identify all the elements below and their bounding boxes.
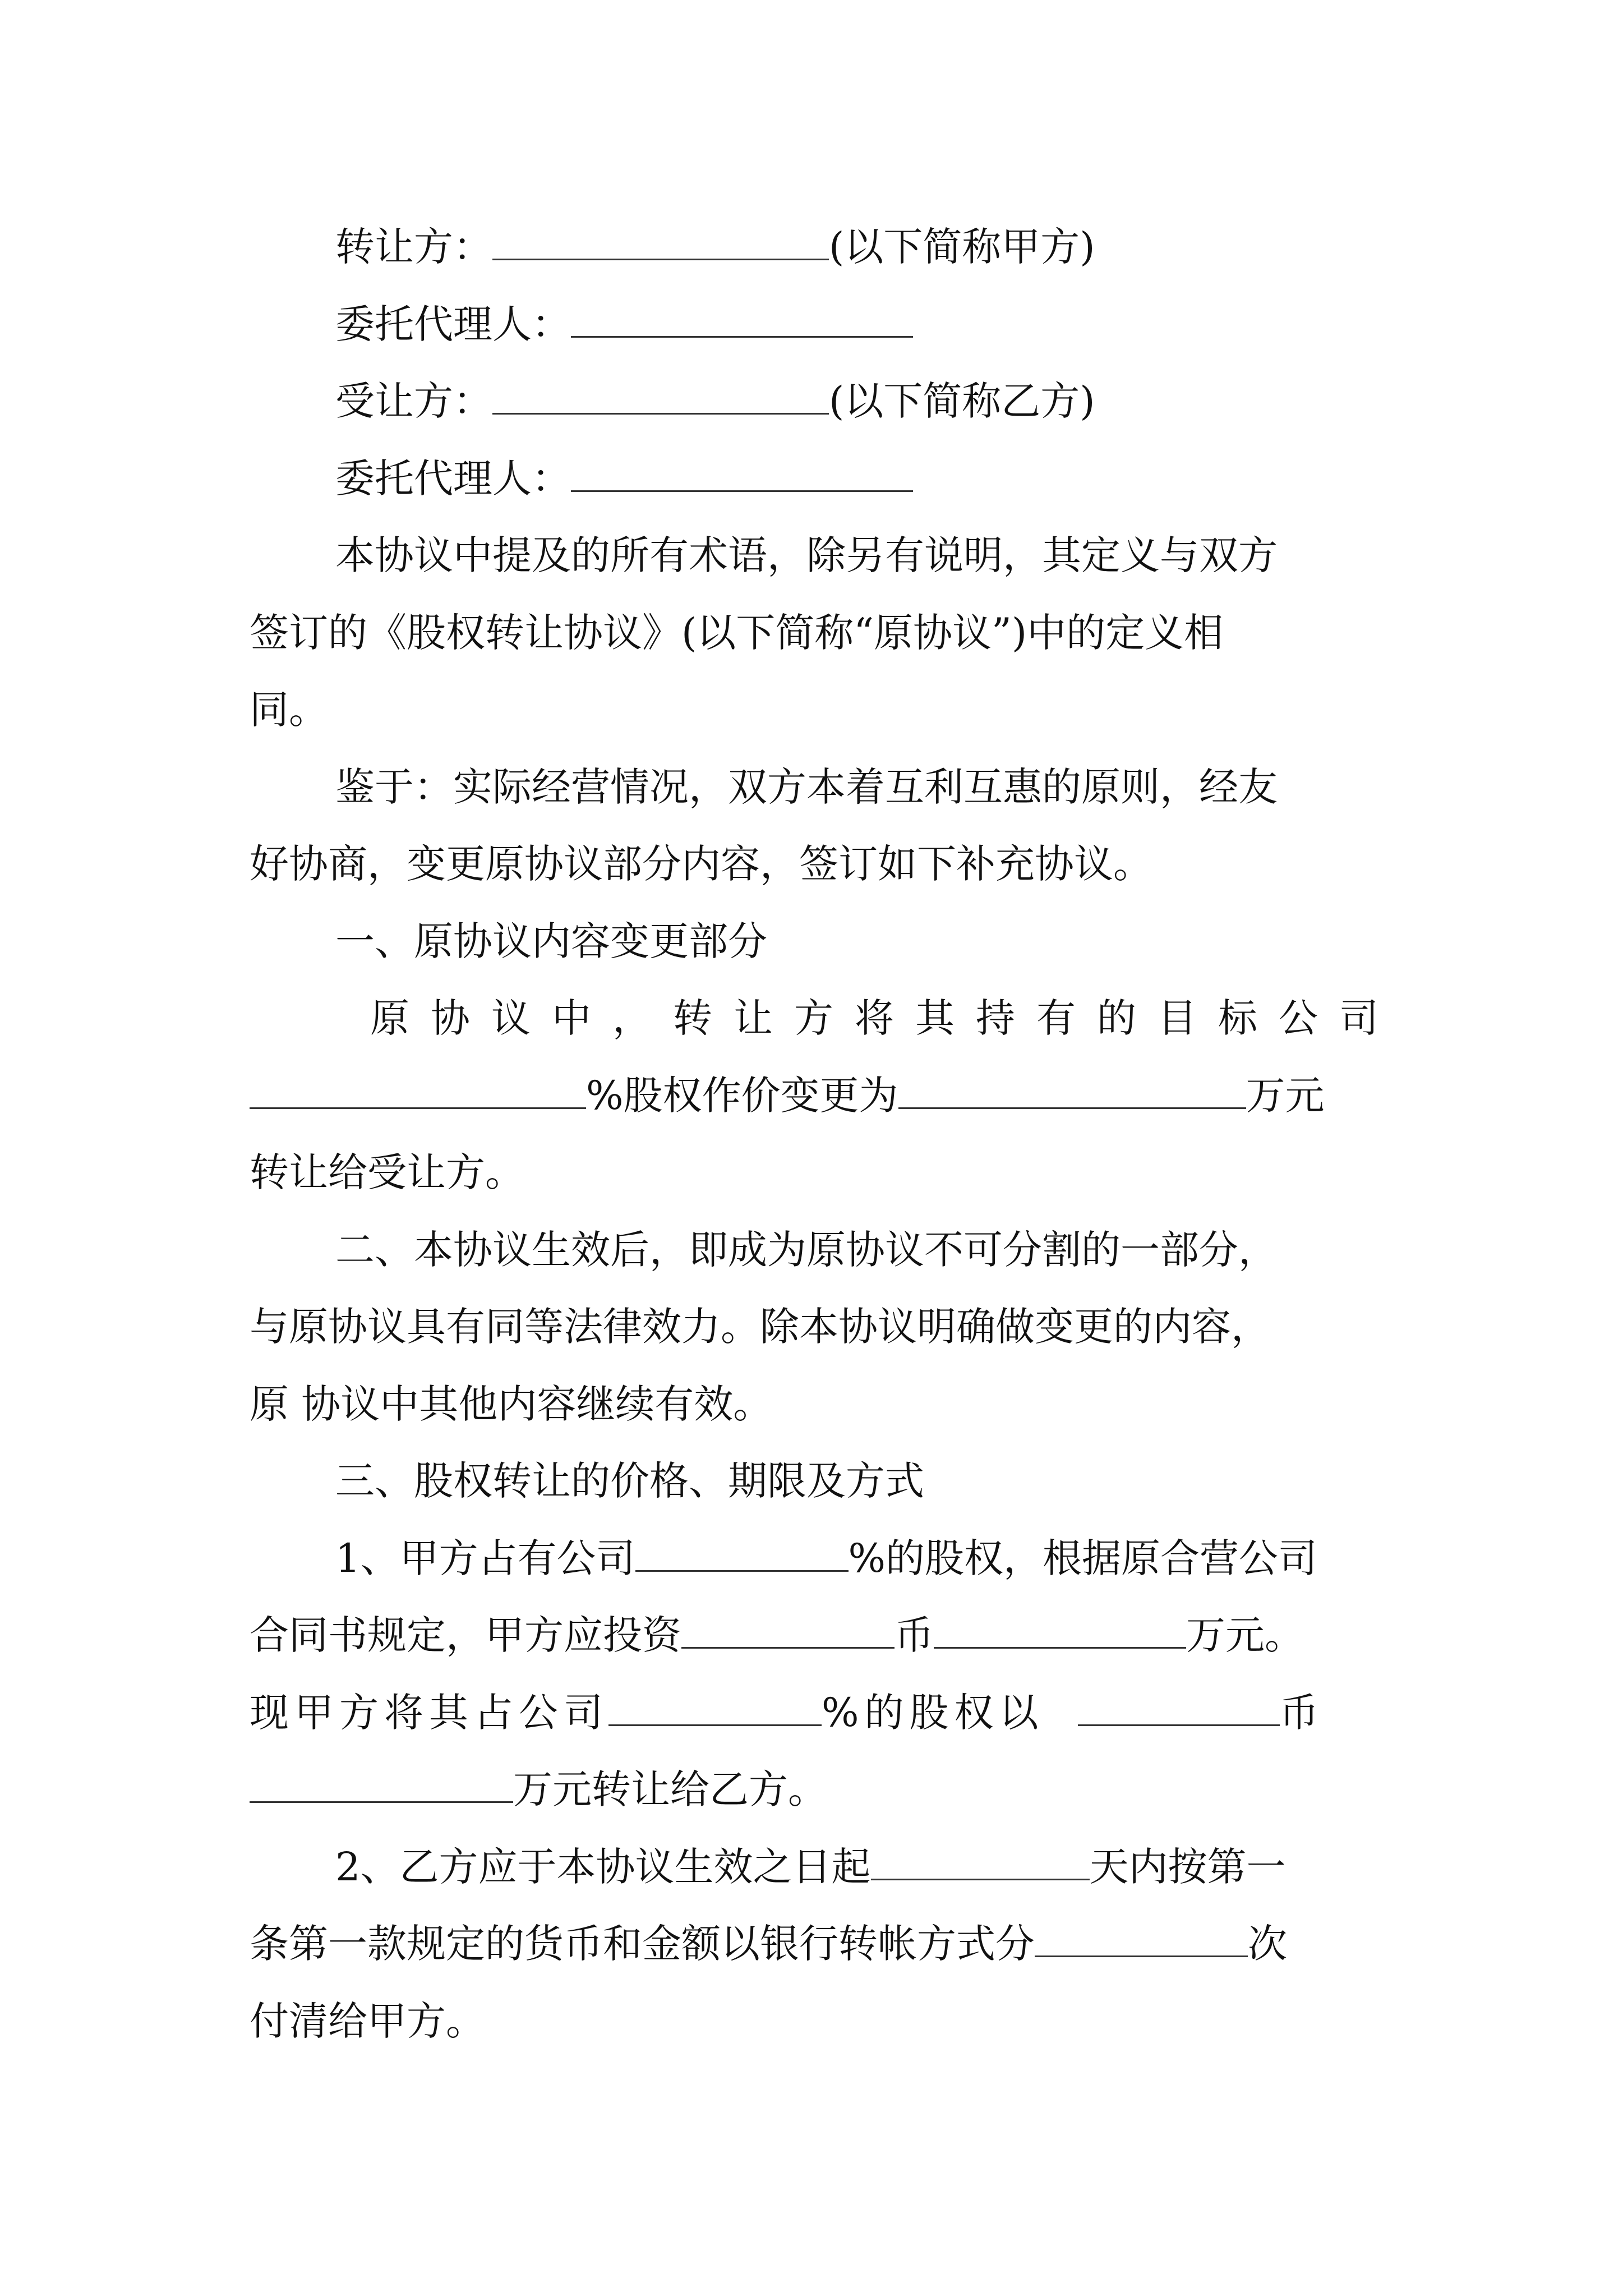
- item1-l1-end: %的股权，根据原合营公司: [848, 1535, 1318, 1581]
- intro-line-1: 本协议中提及的所有术语，除另有说明，其定义与双方: [335, 532, 1278, 578]
- transferor-blank: [492, 220, 829, 260]
- section1-line-1: 原协议中，转让方将其持有的目标公司: [370, 995, 1400, 1041]
- item2-l1-end: 天内按第一: [1089, 1844, 1286, 1890]
- item1-l2-start: 合同书规定，甲方应投资: [250, 1612, 681, 1658]
- price-blank: [898, 1069, 1246, 1109]
- agent2-label: 委托代理人：: [335, 455, 571, 501]
- intro-line-3: 同。: [250, 687, 328, 733]
- section1-line-2-end: 万元: [1246, 1073, 1325, 1119]
- item2-l1-start: 2、乙方应于本协议生效之日起: [335, 1844, 871, 1890]
- item1-l3-start: 现甲方将其占公司: [250, 1690, 608, 1736]
- item2-line-3: 付清给甲方。: [250, 1998, 485, 2044]
- item1-line-4: [250, 1761, 827, 1818]
- section2-line-1: 二、本协议生效后，即成为原协议不可分割的一部分，: [335, 1227, 1278, 1273]
- transferee-label: 受让方：: [335, 378, 492, 424]
- whereas-line-2: 好协商，变更原协议部分内容，签订如下补充协议。: [250, 841, 1152, 887]
- transferee-blank: [492, 375, 829, 415]
- item2-l2-start: 条第一款规定的货币和金额以银行转帐方式分: [250, 1921, 1035, 1967]
- transferee-suffix: (以下简称乙方): [829, 378, 1095, 424]
- section3-heading: 三、股权转让的价格、期限及方式: [335, 1458, 924, 1504]
- transferor-line: [335, 219, 1095, 275]
- item2-line-1: [335, 1839, 1286, 1895]
- item2-days-blank: [871, 1841, 1090, 1880]
- item2-installments-blank: [1035, 1917, 1248, 1957]
- item1-line-1: [335, 1530, 1317, 1586]
- agent1-line: [335, 296, 913, 352]
- item1-l1-start: 1、甲方占有公司: [335, 1535, 635, 1581]
- section1-line-2: [250, 1068, 1325, 1124]
- section2-line-3: 原 协议中其他内容继续有效。: [250, 1381, 773, 1427]
- section2-line-2: 与原协议具有同等法律效力。除本协议明确做变更的内容，: [250, 1304, 1270, 1350]
- item1-percent-blank: [635, 1532, 849, 1572]
- agent1-blank: [571, 298, 913, 338]
- whereas-line-1: 鉴于：实际经营情况，双方本着互利互惠的原则，经友: [335, 764, 1278, 810]
- item1-transfer-amount-blank: [250, 1763, 513, 1803]
- intro-line-2: 签订的《股权转让协议》(以下简称“原协议”)中的定义相: [250, 610, 1224, 656]
- item2-l2-end: 次: [1248, 1921, 1287, 1967]
- share-percent-blank: [250, 1069, 586, 1109]
- item1-transfer-currency-blank: [1078, 1686, 1280, 1726]
- item1-line-3: [250, 1685, 1325, 1741]
- transferor-label: 转让方：: [335, 224, 492, 270]
- transferee-line: [335, 373, 1095, 429]
- item1-l2-mid: 币: [895, 1612, 934, 1658]
- transferor-suffix: (以下简称甲方): [829, 224, 1095, 270]
- item2-line-2: [250, 1916, 1287, 1972]
- section1-line-3: 转让给受让方。: [250, 1149, 524, 1195]
- item1-currency-blank: [681, 1609, 895, 1649]
- section1-line-2-mid: %股权作价变更为: [586, 1073, 898, 1119]
- item1-l3-end: 币: [1279, 1690, 1325, 1736]
- item1-l2-end: 万元。: [1186, 1612, 1304, 1658]
- agent2-blank: [571, 452, 913, 492]
- item1-transfer-percent-blank: [608, 1686, 822, 1726]
- item1-line-2: [250, 1607, 1304, 1663]
- item1-l4-end: 万元转让给乙方。: [513, 1766, 827, 1812]
- section1-heading: 一、原协议内容变更部分: [335, 918, 767, 964]
- item1-amount-blank: [934, 1609, 1186, 1649]
- agent1-label: 委托代理人：: [335, 301, 571, 347]
- item1-l3-mid: %的股权以: [822, 1690, 1044, 1736]
- agent2-line: [335, 450, 913, 507]
